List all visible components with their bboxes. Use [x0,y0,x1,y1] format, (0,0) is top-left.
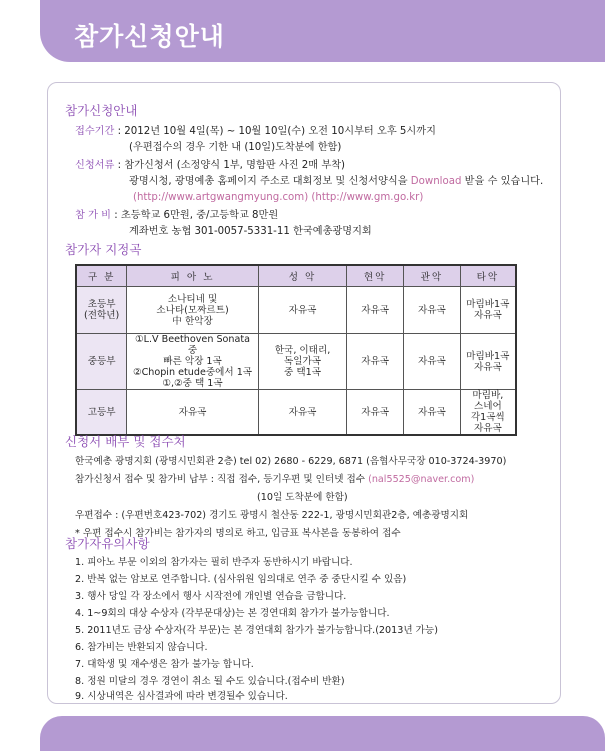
table-row [76,390,516,436]
page-title: 참가신청안내 [74,22,225,51]
fee-label: 참 가 비 [75,210,111,221]
cell-percussion: 마림바1곡 자유곡 [460,334,516,390]
email-link[interactable]: (nal5525@naver.com) [368,474,475,485]
title-banner [40,0,605,62]
cell-percussion: 마림바, 스네어 각1곡씩 자유곡 [460,390,516,436]
pieces-table [75,264,517,436]
list-item: 3. 행사 당일 각 장소에서 행사 시작전에 개인별 연습을 금합니다. [75,591,347,602]
cell-strings: 자유곡 [347,334,404,390]
row-category: 중등부 [76,334,127,390]
docs-row: 신청서류 : 참가신청서 (소정양식 1부, 명함판 사진 2매 부착) [75,160,346,171]
distribution-office: 한국예총 광명지회 (광명시민회관 2층) tel 02) 2680 - 6229, 6871 (음협사무국장 010-3724-3970) [75,456,507,467]
cell-vocal: 자유곡 [258,287,347,334]
list-item: 2. 반복 없는 암보로 연주합니다. (심사위원 임의대로 연주 중 중단시킬 수 있음) [75,574,407,585]
list-item: 4. 1~9회의 대상 수상자 (각부문대상)는 본 경연대회 참가가 불가능합니다. [75,608,390,619]
list-item: 7. 대학생 및 재수생은 참가 불가능 합니다. [75,659,254,670]
docs-note-text: 광명시청, 광명예총 홈페이지 주소로 대회정보 및 신청서양식을 [129,176,411,187]
cell-piano: 자유곡 [127,390,259,436]
submission-text: 참가신청서 접수 및 참가비 납부 : 직접 접수, 등기우편 및 인터넷 접수 [75,474,369,485]
docs-note-tail: 받을 수 있습니다. [461,176,544,187]
docs-value: 참가신청서 (소정양식 1부, 명함판 사진 2매 부착) [124,160,346,171]
distribution-postal: 우편접수 : (우편번호423-702) 경기도 광명시 철산동 222-1, 광명시민회관2층, 예총광명지회 [75,510,469,521]
period-value: 2012년 10월 4일(목) ~ 10월 10일(수) 오전 10시부터 오후 5시까지 [124,126,436,137]
fee-value: 초등학교 6만원, 중/고등학교 8만원 [120,210,279,221]
cell-strings: 자유곡 [347,390,404,436]
cell-strings: 자유곡 [347,287,404,334]
header-vocal: 성 악 [258,265,347,287]
header-winds: 관악 [404,265,461,287]
row-category: 초등부 (전학년) [76,287,127,334]
list-item: 6. 참가비는 반환되지 않습니다. [75,642,208,653]
cell-vocal: 한국, 이태리, 독일가곡 중 택1곡 [258,334,347,390]
pieces-heading: 참가자 지정곡 [65,242,142,257]
fee-account: 계좌번호 농협 301-0057-5331-11 한국예총광명지회 [129,226,372,237]
header-piano: 피 아 노 [127,265,259,287]
table-row [76,334,516,390]
docs-urls[interactable]: (http://www.artgwangmyung.com) (http://www.gm.go.kr) [133,192,424,203]
distribution-heading: 신청서 배부 및 접수처 [65,434,186,449]
period-label: 접수기간 [75,126,115,137]
docs-note [129,175,543,188]
cell-piano: ①L.V Beethoven Sonata 중 빠른 악장 1곡 ②Chopin etude중에서 1곡 ①,②중 택 1곡 [127,334,259,390]
cell-percussion: 마림바1곡 자유곡 [460,287,516,334]
cell-winds: 자유곡 [404,287,461,334]
row-category: 고등부 [76,390,127,436]
footer-banner [40,716,605,751]
cell-vocal: 자유곡 [258,390,347,436]
fee-row: 참 가 비 : 초등학교 6만원, 중/고등학교 8만원 [75,210,279,221]
list-item: 5. 2011년도 금상 수상자(각 부문)는 본 경연대회 참가가 불가능합니다.(2013년 가능) [75,625,438,636]
cell-winds: 자유곡 [404,334,461,390]
header-percussion: 타악 [460,265,516,287]
info-heading: 참가신청안내 [65,103,138,118]
cell-winds: 자유곡 [404,390,461,436]
list-item: 9. 시상내역은 심사결과에 따라 변경될수 있습니다. [75,691,288,702]
download-link[interactable]: Download [410,176,462,187]
list-item: 8. 정원 미달의 경우 경연이 취소 될 수도 있습니다.(접수비 반환) [75,676,345,687]
list-item: 1. 피아노 부문 이외의 참가자는 필히 반주자 동반하시기 바랍니다. [75,557,353,568]
header-division: 구 분 [76,265,127,287]
period-note: (우편접수의 경우 기한 내 (10일)도착분에 한함) [129,142,342,153]
distribution-deadline: (10일 도착분에 한함) [257,492,348,503]
table-row [76,287,516,334]
docs-label: 신청서류 [75,160,115,171]
notes-heading: 참가자유의사항 [65,536,150,551]
period-row: 접수기간 : 2012년 10월 4일(목) ~ 10월 10일(수) 오전 10시부터 오후 5시까지 [75,126,436,137]
distribution-submission [75,473,474,486]
header-strings: 현악 [347,265,404,287]
cell-piano: 소나티네 및 소나타(모짜르트) 中 한악장 [127,287,259,334]
table-header-row [76,265,516,287]
distribution-postal-note: * 우편 접수시 참가비는 참가자의 명의로 하고, 입금표 복사본을 동봉하여 접수 [75,528,401,539]
